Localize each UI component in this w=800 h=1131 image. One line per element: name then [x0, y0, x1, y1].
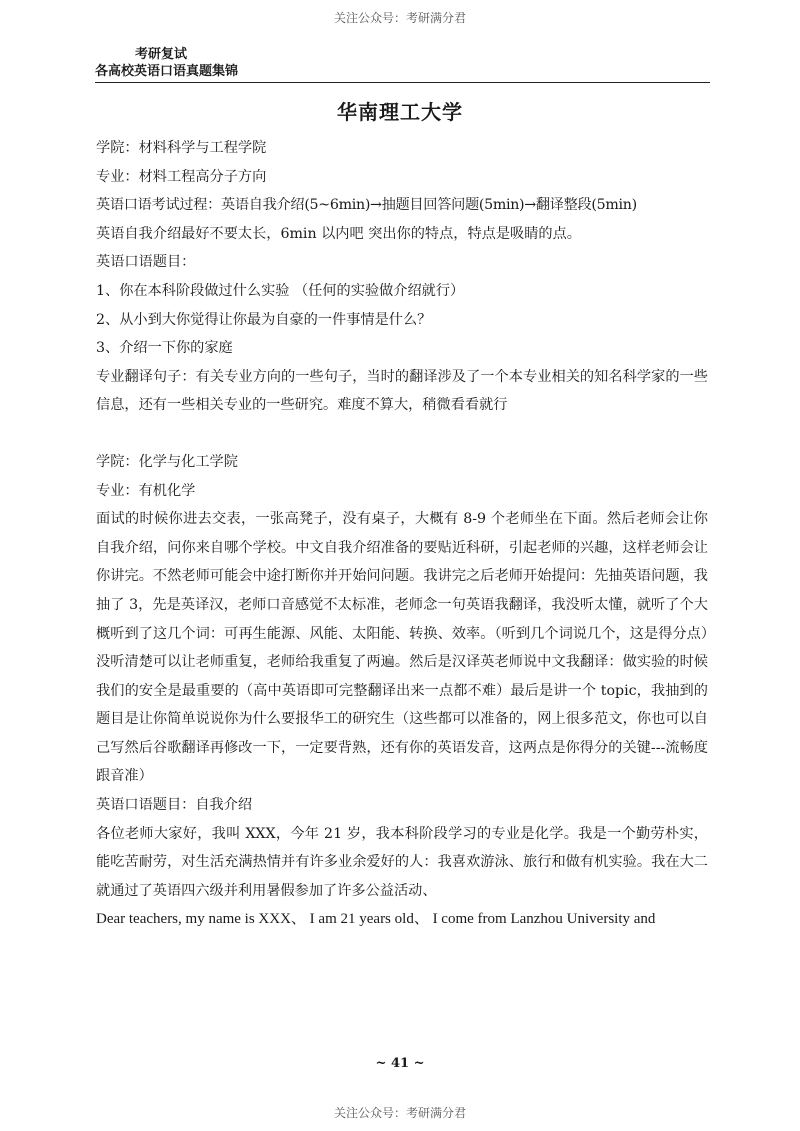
section1-major: 专业：材料工程高分子方向 — [96, 168, 267, 185]
series-title-line2: 各高校英语口语真题集锦 — [95, 64, 239, 79]
header-rule — [95, 82, 710, 83]
section2-major: 专业：有机化学 — [96, 482, 196, 499]
main-content — [96, 134, 708, 934]
section2-self-intro-cn: 各位老师大家好，我叫 XXX，今年 21 岁，我本科阶段学习的专业是化学。我是一个勤劳朴实，能吃苦耐劳，对生活充满热情并有许多业余爱好的人：我喜欢游泳、旅行和做有机实验。我在大二就通过了英语四六级并利用暑假参加了许多公益活动、 — [96, 825, 708, 899]
section-gap — [96, 420, 708, 448]
running-header — [95, 46, 710, 83]
section2-college: 学院：化学与化工学院 — [96, 453, 238, 470]
series-title-line1: 考研复试 — [135, 47, 188, 62]
page-number: ~ 41 ~ — [375, 1056, 425, 1071]
page-title: 华南理工大学 — [337, 100, 463, 124]
section1-questions-label: 英语口语题目： — [96, 254, 196, 271]
watermark-top: 关注公众号：考研满分君 — [333, 11, 466, 25]
section2-interview: 面试的时候你进去交表，一张高凳子，没有桌子，大概有 8-9 个老师坐在下面。然后老师会让你自我介绍，问你来自哪个学校。中文自我介绍准备的要贴近科研，引起老师的兴趣，这样老师会让你讲完。不然老师可能会中途打断你并开始问问题。我讲完之后老师开始提问：先抽英语问题，我抽了 3，先是英译汉，老师口音感觉不太标准，老师念一句英语我翻译，我没听太懂，就听了个大概听到了这几个词：可再生能源、风能、太阳能、转换、效率。（听到几个词说几个，这是得分点）没听清楚可以让老师重复，老师给我重复了两遍。然后是汉译英老师说中文我翻译：做实验的时候我们的安全是最重要的（高中英语即可完整翻译出来一点都不难）最后是讲一个 topic，我抽到的题目是让你简单说说你为什么要报华工的研究生（这些都可以准备的，网上很多范文，你也可以自己写然后谷歌翻译再修改一下，一定要背熟，还有你的英语发音，这两点是你得分的关键---流畅度跟音准） — [96, 511, 708, 785]
section1-process: 英语口语考试过程：英语自我介绍(5~6min)→抽题目回答问题(5min)→翻译整段(5min) — [96, 197, 637, 214]
section1-tip: 英语自我介绍最好不要太长，6min 以内吧 突出你的特点，特点是吸睛的点。 — [96, 225, 581, 242]
section2-self-intro-en: Dear teachers, my name is XXX、 I am 21 years old、 I come from Lanzhou University and — [96, 911, 656, 928]
section1-college: 学院：材料科学与工程学院 — [96, 140, 267, 156]
section1-translation: 专业翻译句子：有关专业方向的一些句子，当时的翻译涉及了一个本专业相关的知名科学家的一些信息，还有一些相关专业的一些研究。难度不算大，稍微看看就行 — [96, 368, 708, 414]
section1-question-1: 1、你在本科阶段做过什么实验 （任何的实验做介绍就行） — [96, 282, 465, 299]
section1-question-2: 2、从小到大你觉得让你最为自豪的一件事情是什么？ — [96, 311, 432, 328]
section2-questions-label: 英语口语题目：自我介绍 — [96, 797, 253, 814]
section1-question-3: 3、介绍一下你的家庭 — [96, 340, 233, 357]
watermark-bottom: 关注公众号：考研满分君 — [333, 1106, 466, 1120]
